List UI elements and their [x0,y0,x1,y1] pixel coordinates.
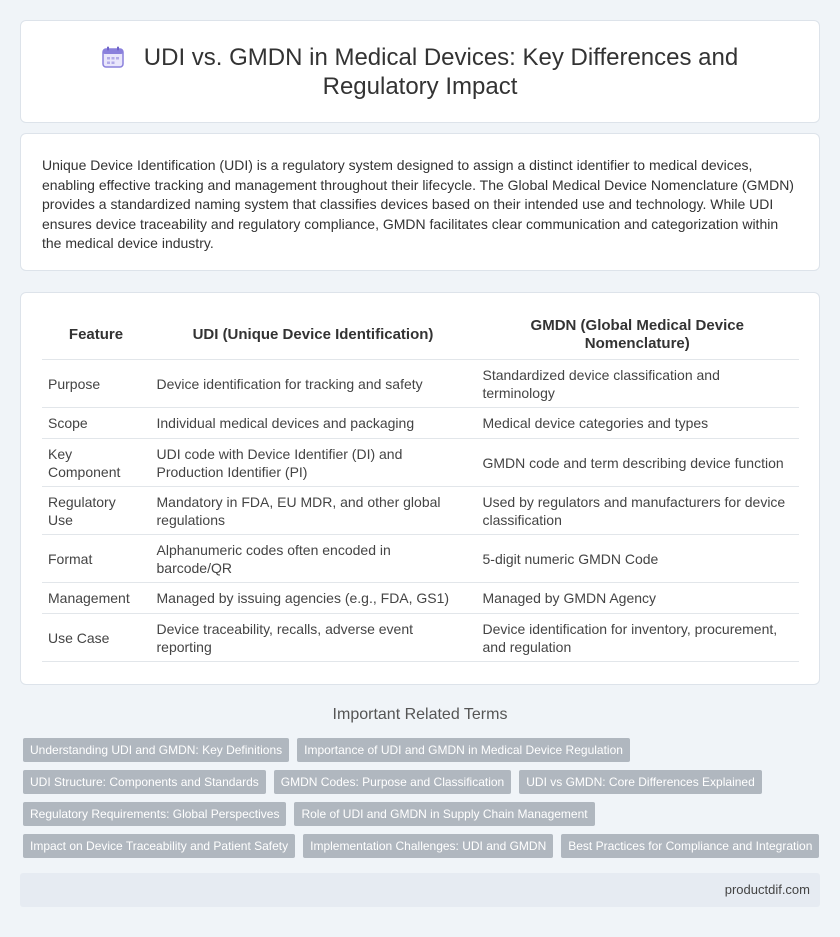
comparison-table [42,311,799,662]
header-gmdn: GMDN (Global Medical Device Nomenclature) [476,311,799,360]
header-udi: UDI (Unique Device Identification) [150,311,476,360]
table-cell: Device identification for inventory, procurement, and regulation [476,614,799,662]
related-term-tag[interactable]: Importance of UDI and GMDN in Medical Device Regulation [297,738,630,762]
table-cell: 5-digit numeric GMDN Code [476,535,799,583]
intro-card [20,133,820,271]
table-cell: Individual medical devices and packaging [150,408,476,439]
page-title-text: UDI vs. GMDN in Medical Devices: Key Differences and Regulatory Impact [143,44,739,100]
related-term-tag[interactable]: UDI Structure: Components and Standards [23,770,266,794]
table-cell: UDI code with Device Identifier (DI) and Production Identifier (PI) [150,439,476,487]
table-row [42,360,799,408]
table-cell: Regulatory Use [42,487,150,535]
table-cell: Device traceability, recalls, adverse event reporting [150,614,476,662]
related-term-tag[interactable]: Understanding UDI and GMDN: Key Definitions [23,738,289,762]
table-cell: Format [42,535,150,583]
table-row [42,614,799,662]
table-cell: Medical device categories and types [476,408,799,439]
related-terms-title: Important Related Terms [332,706,508,723]
comparison-table-card [20,292,820,685]
table-cell: Managed by issuing agencies (e.g., FDA, GS1) [150,583,476,614]
tag-row [23,834,823,858]
related-term-tag[interactable]: Regulatory Requirements: Global Perspectives [23,802,286,826]
tag-row [23,802,823,826]
table-cell: GMDN code and term describing device function [476,439,799,487]
related-term-tag[interactable]: Implementation Challenges: UDI and GMDN [303,834,553,858]
table-row [42,583,799,614]
tag-row [23,770,823,794]
table-row [42,408,799,439]
table-row [42,487,799,535]
table-cell: Used by regulators and manufacturers for device classification [476,487,799,535]
related-term-tag[interactable]: Best Practices for Compliance and Integration [561,834,819,858]
table-cell: Key Component [42,439,150,487]
table-cell: Mandatory in FDA, EU MDR, and other global regulations [150,487,476,535]
related-term-tag[interactable]: Role of UDI and GMDN in Supply Chain Management [294,802,594,826]
table-row [42,535,799,583]
related-terms-list [23,738,823,866]
table-header-row [42,311,799,360]
header-feature: Feature [42,311,150,360]
intro-paragraph: Unique Device Identification (UDI) is a regulatory system designed to assign a distinct identifier to medical devices, enabling effective tracking and management throughout their lifecycle. The Global Medical Device Nomenclature (GMDN) provides a standardized naming system that classifies devices based on their intended use and technology. While UDI ensures device traceability and regulatory compliance, GMDN facilitates clear communication and categorization within the medical device industry. [42,157,794,251]
table-cell: Scope [42,408,150,439]
tag-row [23,738,823,762]
related-term-tag[interactable]: Impact on Device Traceability and Patient Safety [23,834,295,858]
related-term-tag[interactable]: UDI vs GMDN: Core Differences Explained [519,770,762,794]
page-title [21,43,819,101]
table-cell: Management [42,583,150,614]
table-row [42,439,799,487]
table-cell: Alphanumeric codes often encoded in barcode/QR [150,535,476,583]
footer-site-link[interactable]: productdif.com [724,882,810,897]
table-cell: Purpose [42,360,150,408]
table-cell: Device identification for tracking and safety [150,360,476,408]
footer [20,873,820,907]
table-cell: Managed by GMDN Agency [476,583,799,614]
related-term-tag[interactable]: GMDN Codes: Purpose and Classification [274,770,511,794]
table-cell: Use Case [42,614,150,662]
table-cell: Standardized device classification and terminology [476,360,799,408]
title-card [20,20,820,123]
calendar-icon [102,46,124,68]
